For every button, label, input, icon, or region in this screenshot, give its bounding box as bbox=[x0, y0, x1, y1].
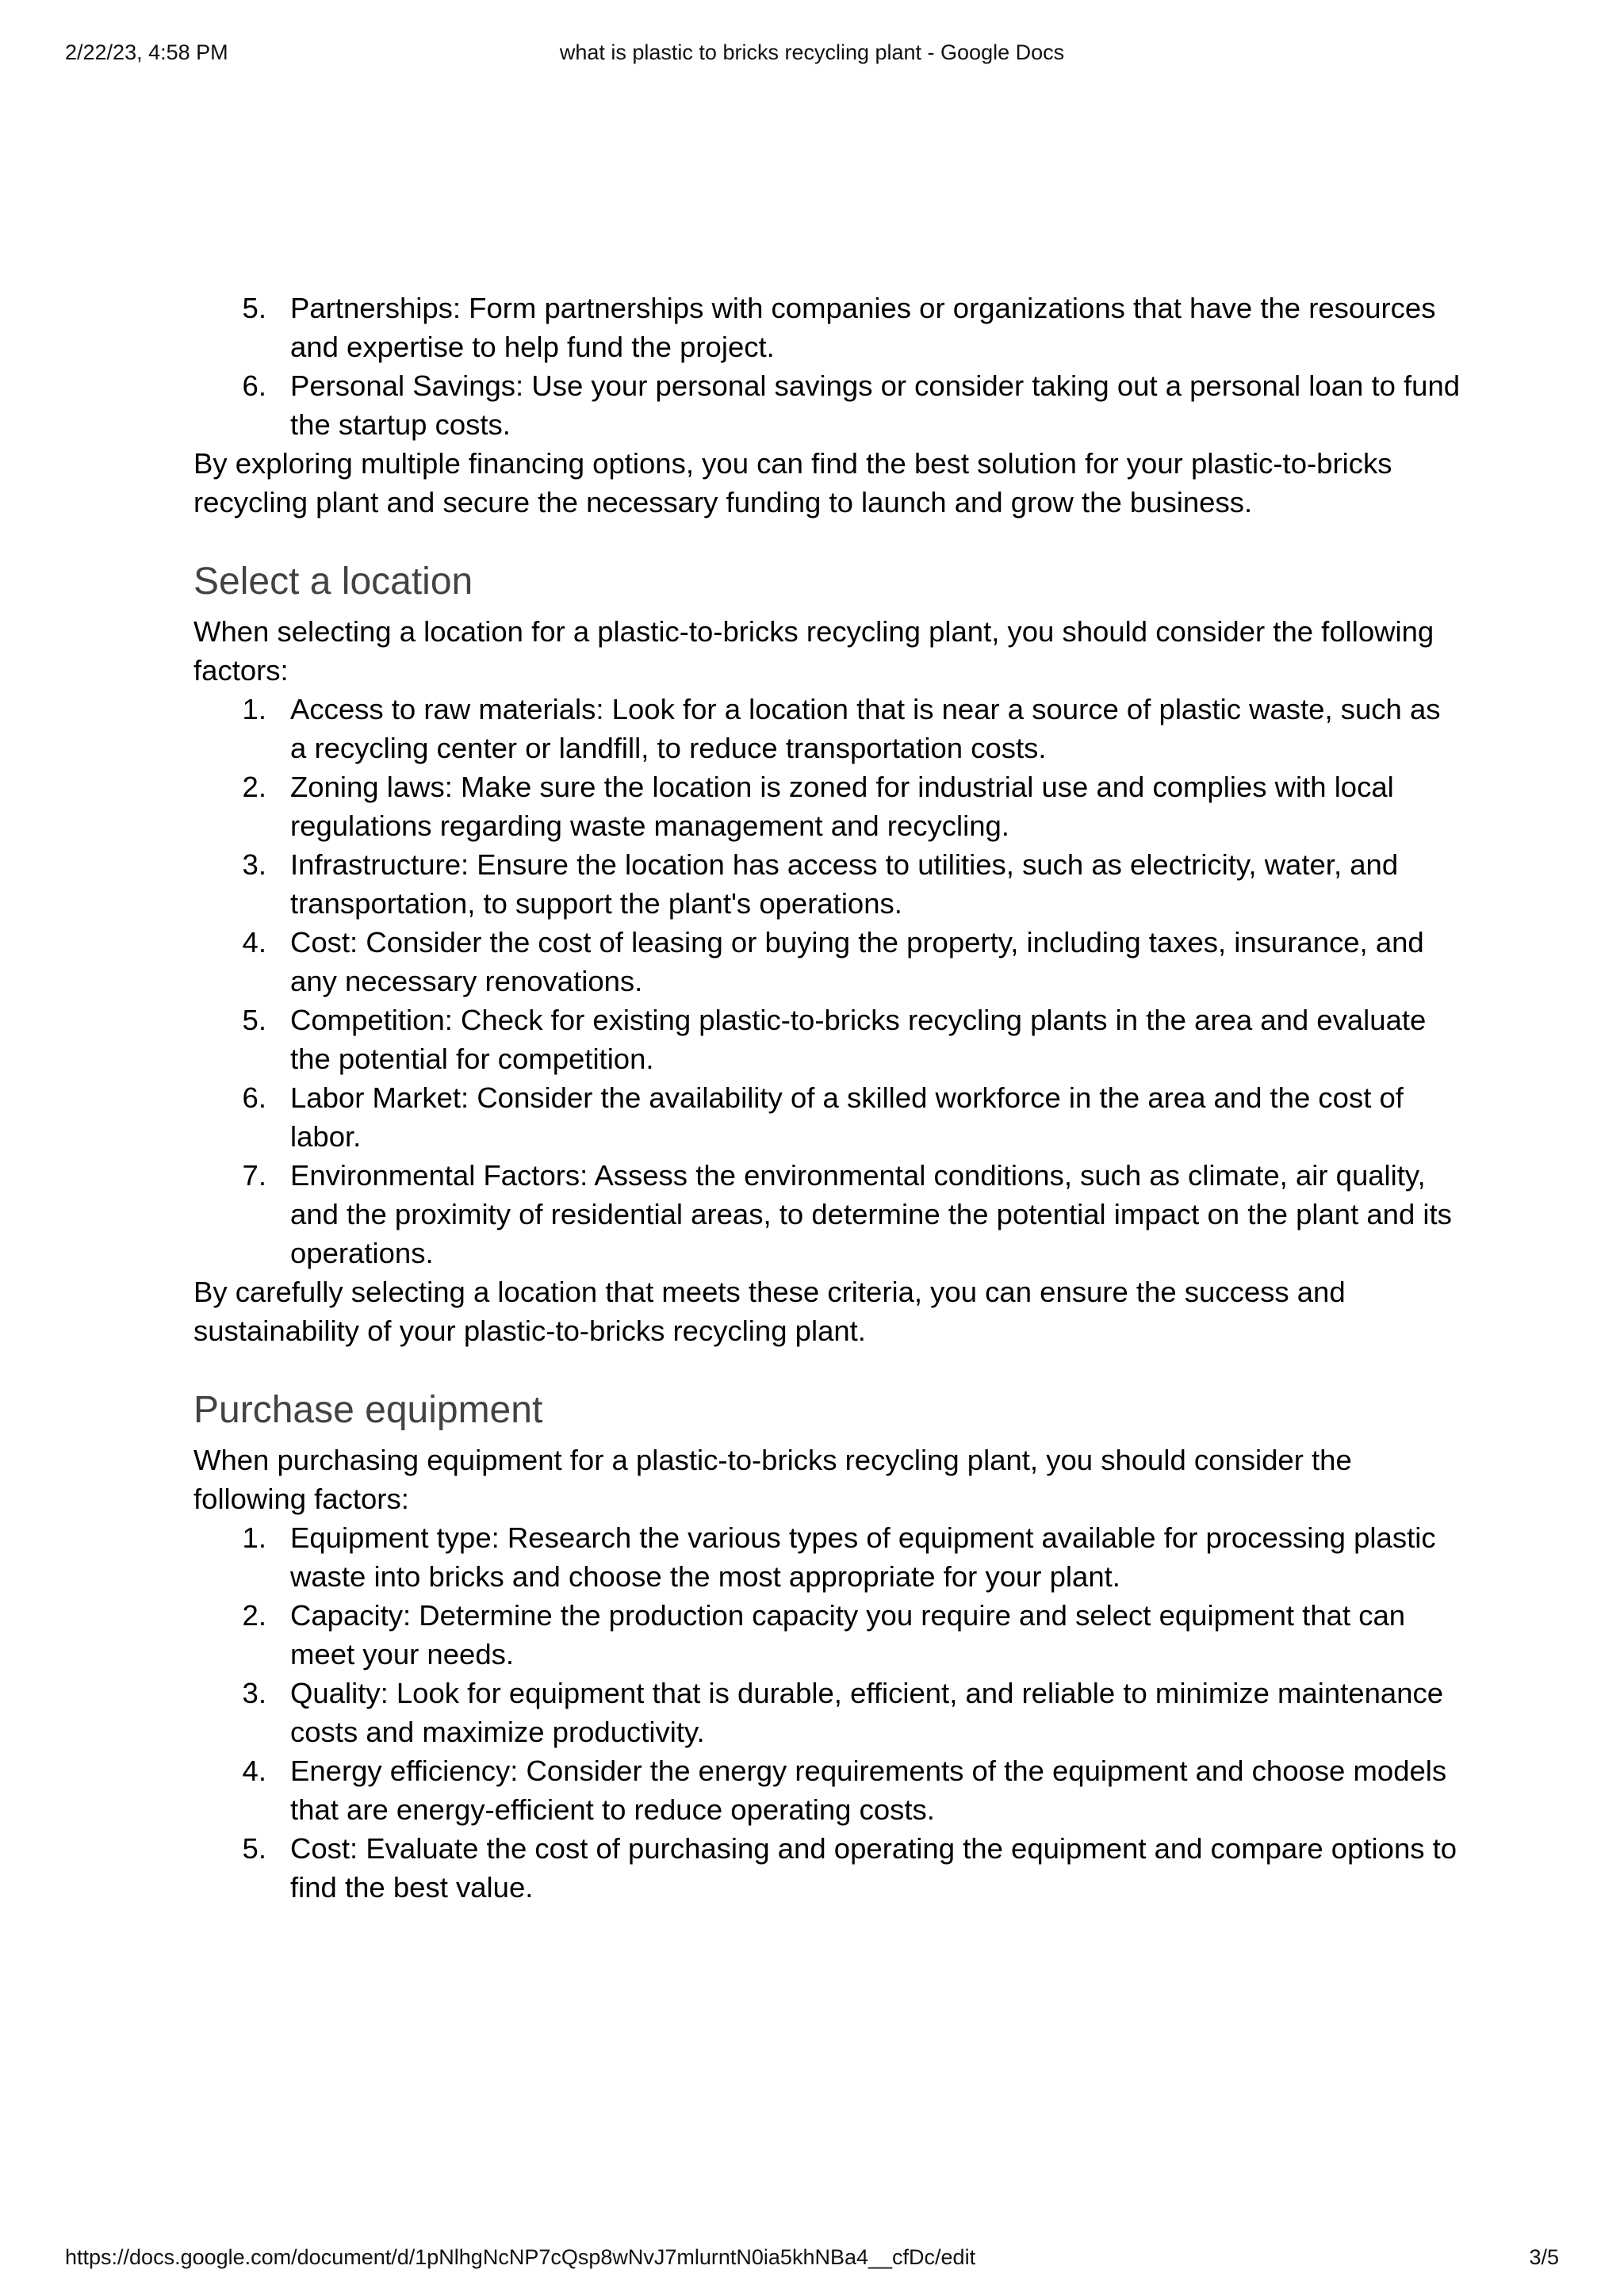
list-item bbox=[193, 1156, 1462, 1272]
list-number: 3. bbox=[242, 1677, 266, 1709]
list-item-text: Personal Savings: Use your personal savings or consider taking out a personal loan to fund the startup costs. bbox=[290, 369, 1461, 441]
list-item-text: Labor Market: Consider the availability of a skilled workforce in the area and the cost of labor. bbox=[290, 1081, 1404, 1153]
list-number: 6. bbox=[242, 1081, 266, 1114]
list-item bbox=[193, 1518, 1462, 1596]
list-item bbox=[193, 767, 1462, 845]
financing-list bbox=[193, 289, 1462, 444]
list-item-text: Cost: Consider the cost of leasing or buying the property, including taxes, insurance, and any necessary renovations. bbox=[290, 926, 1424, 997]
heading-purchase-equipment: Purchase equipment bbox=[193, 1389, 543, 1431]
location-conclusion: By carefully selecting a location that meets these criteria, you can ensure the success and sustainability of your plastic-to-bricks recycling plant. bbox=[193, 1276, 1346, 1347]
list-item bbox=[193, 845, 1462, 923]
location-intro: When selecting a location for a plastic-to-bricks recycling plant, you should consider the following factors: bbox=[193, 615, 1434, 687]
financing-conclusion: By exploring multiple financing options, you can find the best solution for your plastic-to-bricks recycling plant and secure the necessary funding to launch and grow the business. bbox=[193, 447, 1392, 519]
list-item bbox=[193, 923, 1462, 1001]
list-number: 4. bbox=[242, 926, 266, 959]
list-number: 4. bbox=[242, 1755, 266, 1787]
list-number: 1. bbox=[242, 1521, 266, 1554]
list-item bbox=[193, 1001, 1462, 1078]
list-number: 2. bbox=[242, 771, 266, 803]
list-item bbox=[193, 1751, 1462, 1829]
list-item-text: Capacity: Determine the production capacity you require and select equipment that can meet your needs. bbox=[290, 1599, 1406, 1670]
list-item bbox=[193, 1596, 1462, 1674]
list-item bbox=[193, 1829, 1462, 1907]
list-item-text: Competition: Check for existing plastic-to-bricks recycling plants in the area and evaluate the potential for competition. bbox=[290, 1004, 1427, 1075]
location-factors-list bbox=[193, 690, 1462, 1272]
list-item-text: Equipment type: Research the various types of equipment available for processing plastic waste into bricks and choose the most appropriate for your plant. bbox=[290, 1521, 1436, 1593]
list-item-text: Access to raw materials: Look for a location that is near a source of plastic waste, such as a recycling center or landfill, to reduce transportation costs. bbox=[290, 693, 1441, 764]
list-number: 7. bbox=[242, 1159, 266, 1192]
list-number: 6. bbox=[242, 369, 266, 402]
print-page-number: 3/5 bbox=[1529, 2245, 1559, 2269]
list-number: 3. bbox=[242, 848, 266, 881]
list-item-text: Partnerships: Form partnerships with companies or organizations that have the resources and expertise to help fund the project. bbox=[290, 292, 1436, 363]
list-number: 5. bbox=[242, 1832, 266, 1865]
equipment-factors-list bbox=[193, 1518, 1462, 1907]
list-number: 5. bbox=[242, 292, 266, 324]
equipment-intro: When purchasing equipment for a plastic-to-bricks recycling plant, you should consider the following factors: bbox=[193, 1444, 1352, 1515]
list-item bbox=[193, 1674, 1462, 1751]
list-item-text: Energy efficiency: Consider the energy requirements of the equipment and choose models that are energy-efficient to reduce operating costs. bbox=[290, 1755, 1447, 1826]
print-datetime: 2/22/23, 4:58 PM bbox=[65, 40, 228, 64]
list-item-text: Cost: Evaluate the cost of purchasing and operating the equipment and compare options to find the best value. bbox=[290, 1832, 1457, 1904]
list-number: 1. bbox=[242, 693, 266, 725]
list-number: 2. bbox=[242, 1599, 266, 1632]
list-item bbox=[193, 1078, 1462, 1156]
list-item bbox=[193, 289, 1462, 366]
list-item bbox=[193, 366, 1462, 444]
list-item-text: Zoning laws: Make sure the location is zoned for industrial use and complies with local regulations regarding waste management and recycling. bbox=[290, 771, 1394, 842]
list-number: 5. bbox=[242, 1004, 266, 1036]
list-item-text: Quality: Look for equipment that is durable, efficient, and reliable to minimize maintenance costs and maximize productivity. bbox=[290, 1677, 1444, 1748]
heading-select-location: Select a location bbox=[193, 561, 473, 603]
document-body bbox=[193, 289, 1462, 1907]
list-item bbox=[193, 690, 1462, 767]
print-url: https://docs.google.com/document/d/1pNlhgNcNP7cQsp8wNvJ7mlurntN0ia5khNBa4__cfDc/edit bbox=[65, 2245, 976, 2269]
list-item-text: Infrastructure: Ensure the location has access to utilities, such as electricity, water, and transportation, to support the plant's operations. bbox=[290, 848, 1399, 920]
print-document-title: what is plastic to bricks recycling plant - Google Docs bbox=[559, 40, 1065, 64]
list-item-text: Environmental Factors: Assess the environmental conditions, such as climate, air quality, and the proximity of residential areas, to determine the potential impact on the plant and its operations. bbox=[290, 1159, 1452, 1269]
